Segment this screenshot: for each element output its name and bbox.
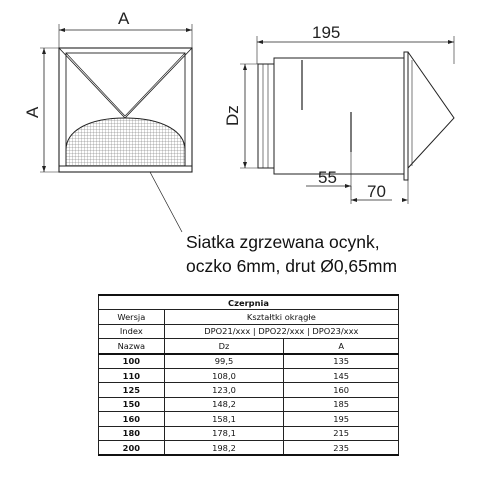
version-value: Kształtki okrągłe — [164, 310, 398, 324]
index-label: Index — [99, 324, 165, 338]
row-a: 185 — [284, 397, 399, 411]
table-header-row — [99, 339, 399, 354]
hood-length-label: 70 — [367, 182, 386, 201]
mesh-caption-line2: oczko 6mm, drut Ø0,65mm — [186, 256, 398, 276]
header-a: A — [284, 339, 399, 354]
mesh-caption — [186, 230, 397, 278]
table-row — [99, 354, 399, 369]
row-name: 100 — [99, 354, 165, 369]
front-view — [40, 24, 192, 232]
table-row-index — [99, 324, 399, 338]
row-a: 235 — [284, 440, 399, 455]
front-width-label: A — [118, 9, 130, 28]
row-name: 200 — [99, 440, 165, 455]
header-dz: Dz — [164, 339, 284, 354]
row-a: 160 — [284, 383, 399, 397]
row-dz: 158,1 — [164, 412, 284, 426]
side-diameter-label: Dz — [223, 105, 242, 126]
table-row — [99, 440, 399, 455]
row-dz: 148,2 — [164, 397, 284, 411]
row-dz: 123,0 — [164, 383, 284, 397]
row-name: 180 — [99, 426, 165, 440]
table-row — [99, 368, 399, 382]
row-dz: 198,2 — [164, 440, 284, 455]
table-row — [99, 383, 399, 397]
row-name: 110 — [99, 368, 165, 382]
table-row — [99, 412, 399, 426]
row-name: 125 — [99, 383, 165, 397]
front-height-label: A — [23, 106, 42, 118]
row-dz: 108,0 — [164, 368, 284, 382]
row-dz: 178,1 — [164, 426, 284, 440]
row-a: 145 — [284, 368, 399, 382]
row-a: 195 — [284, 412, 399, 426]
mesh-caption-line1: Siatka zgrzewana ocynk, — [186, 232, 380, 252]
table-row — [99, 397, 399, 411]
row-dz: 99,5 — [164, 354, 284, 369]
row-name: 150 — [99, 397, 165, 411]
side-view — [240, 36, 454, 204]
row-name: 160 — [99, 412, 165, 426]
side-length-label: 195 — [312, 23, 341, 42]
spigot-length-label: 55 — [318, 168, 337, 187]
version-label: Wersja — [99, 310, 165, 324]
spec-table — [98, 294, 399, 456]
header-name: Nazwa — [99, 339, 165, 354]
table-row-version — [99, 310, 399, 324]
row-a: 215 — [284, 426, 399, 440]
table-title: Czerpnia — [99, 295, 399, 310]
row-a: 135 — [284, 354, 399, 369]
table-row — [99, 426, 399, 440]
index-value: DPO21/xxx | DPO22/xxx | DPO23/xxx — [164, 324, 398, 338]
